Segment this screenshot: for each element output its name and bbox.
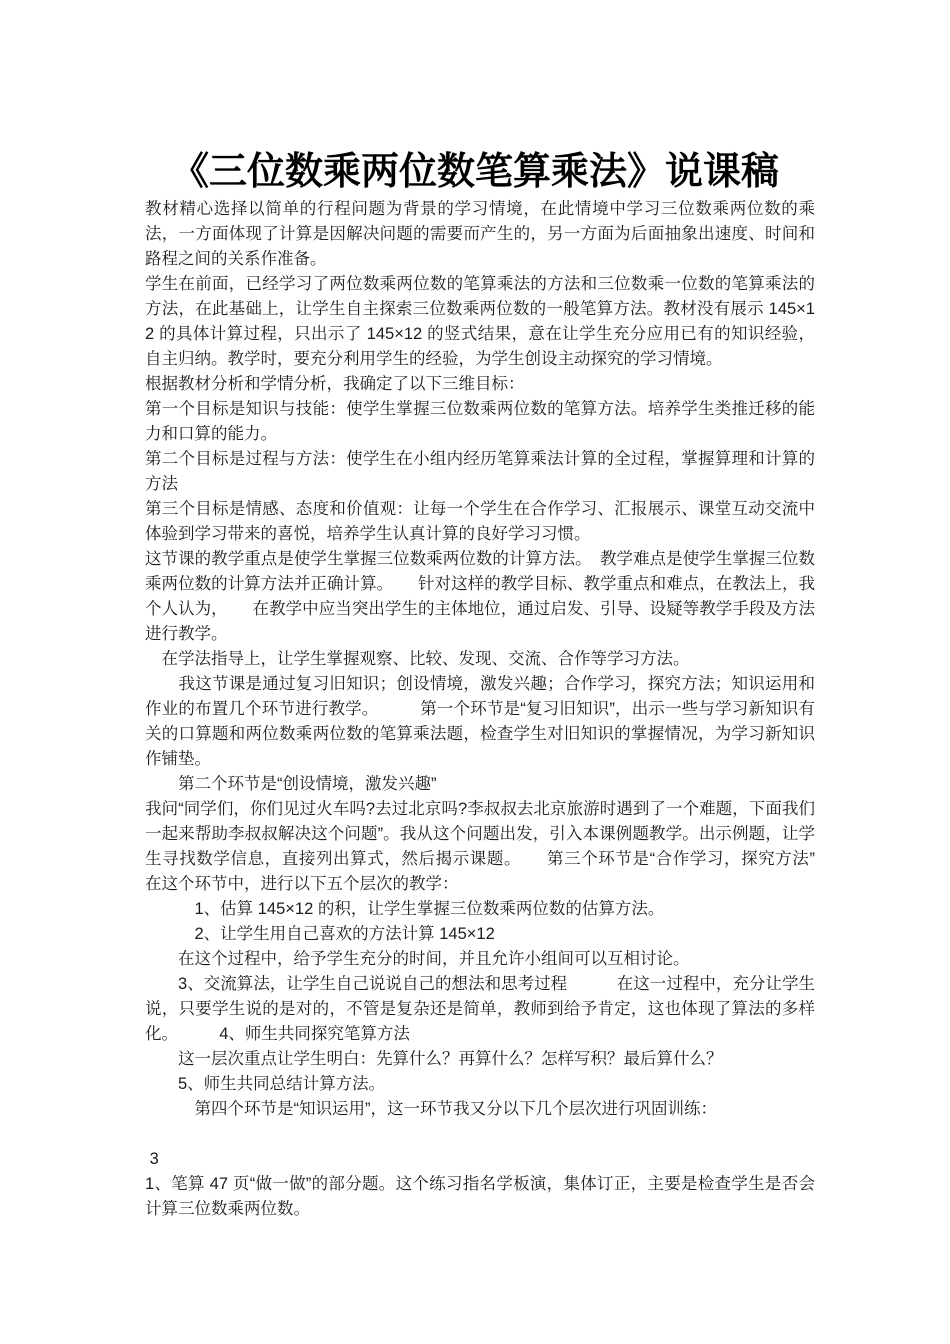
paragraph-practice-1: 1、笔算 47 页“做一做”的部分题。这个练习指名学板演，集体订正，主要是检查学生是否会计算三位数乘两位数。: [145, 1175, 815, 1218]
paragraph-goals-intro: 根据教材分析和学情分析，我确定了以下三维目标：: [145, 375, 525, 393]
paragraph-step-4-knowledge-use: 第四个环节是“知识运用”，这一环节我又分以下几个层次进行巩固训练：: [145, 1100, 717, 1118]
paragraph-goal-3: 第三个目标是情感、态度和价值观：让每一个学生在合作学习、汇报展示、课堂互动交流中体验到学习带来的喜悦，培养学生认真计算的良好学习习惯。: [145, 500, 815, 543]
document-body: [145, 197, 848, 1222]
paragraph-level-1-estimate: 1、估算 145×12 的积，让学生掌握三位数乘两位数的估算方法。: [145, 900, 665, 918]
document-title: 《三位数乘两位数笔算乘法》说课稿: [170, 148, 779, 194]
paragraph-goal-1: 第一个目标是知识与技能：使学生掌握三位数乘两位数的笔算方法。培养学生类推迁移的能力和口算的能力。: [145, 400, 815, 443]
paragraph-level-4-detail: 这一层次重点让学生明白：先算什么？再算什么？怎样写积？最后算什么？: [145, 1050, 723, 1068]
page-number-text: 3: [145, 1150, 159, 1168]
paragraph-level-3-and-4: 3、交流算法，让学生自己说说自己的想法和思考过程 在这一过程中，充分让学生说，只要学生说的是对的，不管是复杂还是简单，教师到给予肯定，这也体现了算法的多样化。 4、师生共同探究笔算方法: [145, 975, 815, 1043]
paragraph-student-analysis: 学生在前面，已经学习了两位数乘两位数的笔算乘法的方法和三位数乘一位数的笔算乘法的方法，在此基础上，让学生自主探索三位数乘两位数的一般笔算方法。教材没有展示 145×12 的具体计算过程，只出示了 145×12 的竖式结果，意在让学生充分应用已有的知识经验，自主归纳。教学时，要充分利用学生的经验，为学生创设主动探究的学习情境。: [145, 275, 815, 368]
paragraph-key-points: 这节课的教学重点是使学生掌握三位数乘两位数的计算方法。 教学难点是使学生掌握三位数乘两位数的计算方法并正确计算。 针对这样的教学目标、教学重点和难点，在教法上，我个人认为， 在教学中应当突出学生的主体地位，通过启发、引导、设疑等教学手段及方法进行教学。: [145, 550, 815, 643]
paragraph-material-analysis: 教材精心选择以简单的行程问题为背景的学习情境，在此情境中学习三位数乘两位数的乘法，一方面体现了计算是因解决问题的需要而产生的，另一方面为后面抽象出速度、时间和路程之间的关系作准备。: [145, 200, 815, 268]
paragraph-level-2-own-method: 2、让学生用自己喜欢的方法计算 145×12: [145, 925, 495, 943]
paragraph-step-2-and-3: 我问“同学们，你们见过火车吗?去过北京吗?李叔叔去北京旅游时遇到了一个难题，下面我们一起来帮助李叔叔解决这个问题”。我从这个问题出发，引入本课例题教学。出示例题，让学生寻找数学信息，直接列出算式，然后揭示课题。 第三个环节是“合作学习，探究方法” 在这个环节中，进行以下五个层次的教学：: [145, 800, 848, 893]
paragraph-level-5-summary: 5、师生共同总结计算方法。: [145, 1075, 386, 1093]
paragraph-process-note: 在这个过程中，给予学生充分的时间，并且允许小组间可以互相讨论。: [145, 950, 690, 968]
blank-line: [145, 1122, 815, 1147]
paragraph-step-2-heading: 第二个环节是“创设情境，激发兴趣”: [145, 775, 437, 793]
paragraph-step-1-review: 我这节课是通过复习旧知识；创设情境，激发兴趣；合作学习，探究方法；知识运用和作业的布置几个环节进行教学。 第一个环节是“复习旧知识”，出示一些与学习新知识有关的口算题和两位数乘两位数的笔算乘法题，检查学生对旧知识的掌握情况，为学习新知识作铺垫。: [145, 675, 815, 768]
paragraph-learning-methods: 在学法指导上，让学生掌握观察、比较、发现、交流、合作等学习方法。: [145, 650, 690, 668]
paragraph-goal-2: 第二个目标是过程与方法：使学生在小组内经历笔算乘法计算的全过程，掌握算理和计算的方法: [145, 450, 815, 493]
